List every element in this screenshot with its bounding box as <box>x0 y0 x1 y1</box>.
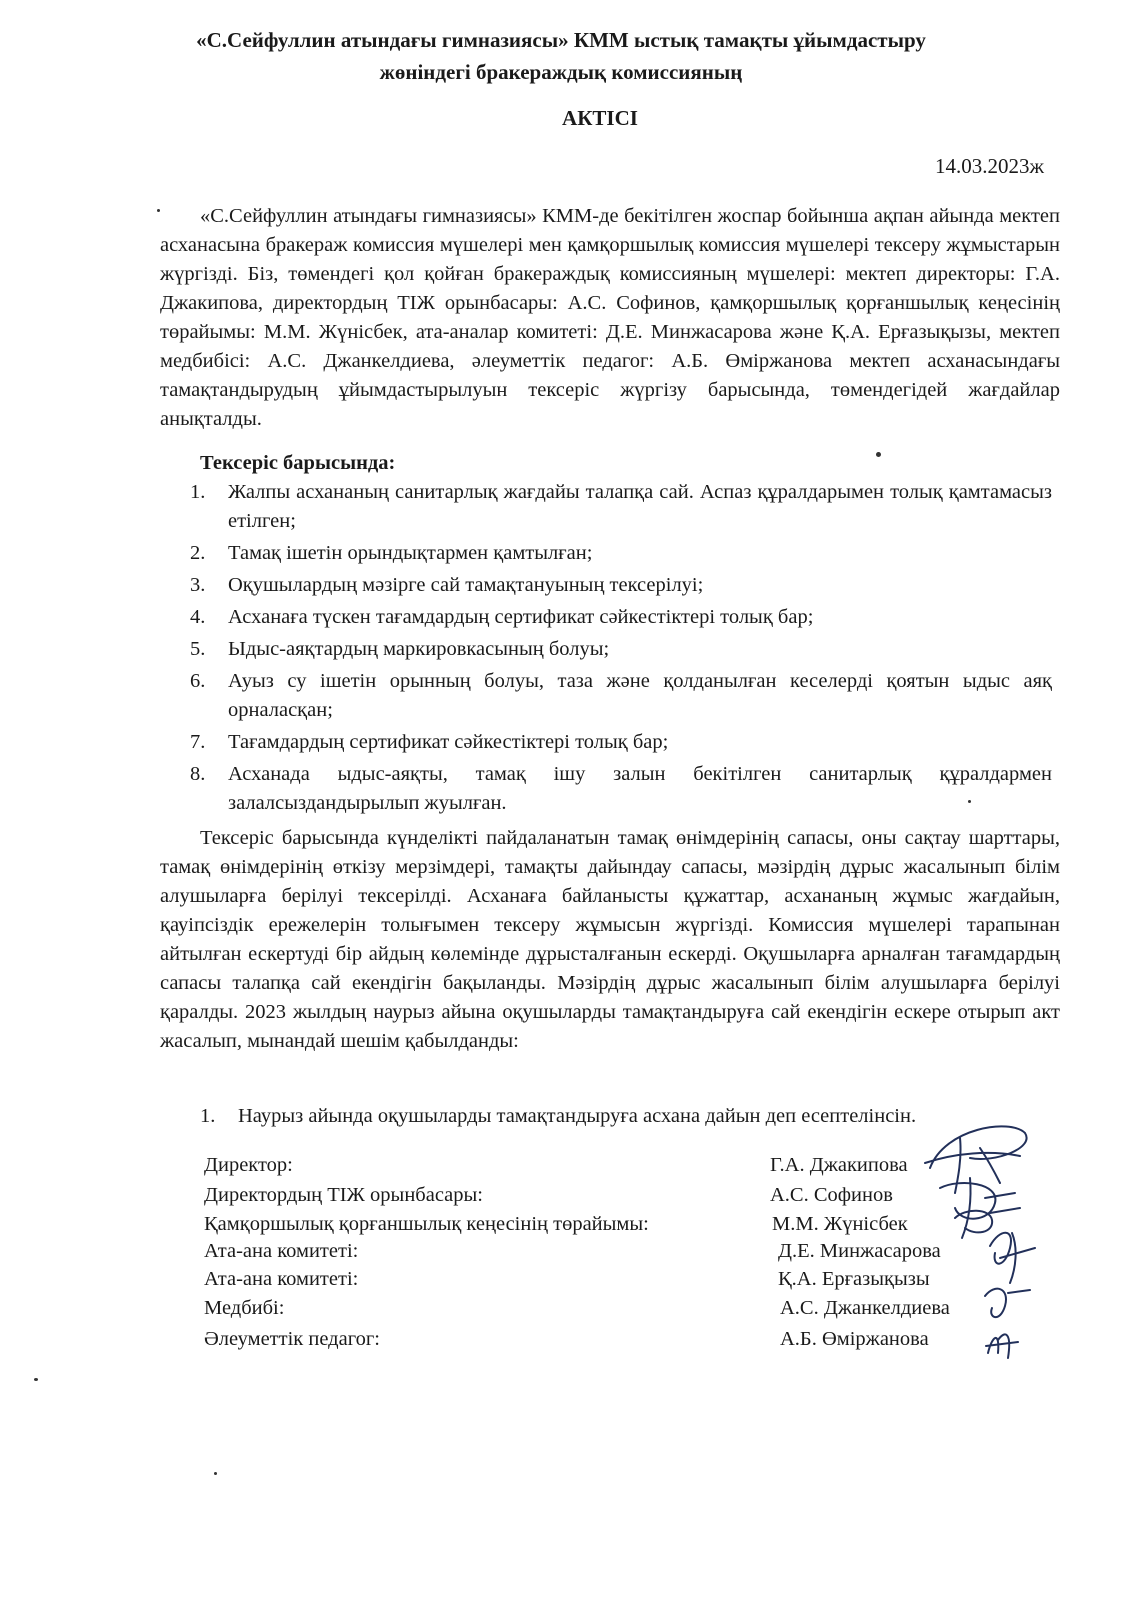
checks-heading: Тексеріс барысында: <box>200 452 396 474</box>
signature-social-pedagogue <box>986 1334 1018 1358</box>
list-item-text: Наурыз айында оқушыларды тамақтандыруға асхана дайын деп есептелінсін. <box>238 1105 917 1127</box>
signatory-name: А.С. Джанкелдиева <box>780 1297 950 1319</box>
list-item-text: Асханада ыдыс-аяқты, тамақ ішу залын бекітілген санитарлық құралдармен залалсыздандырылып жуылған. <box>228 763 1052 814</box>
list-item <box>190 571 1052 600</box>
signature-council-chair <box>955 1208 1020 1232</box>
list-item <box>190 478 1052 536</box>
list-item <box>190 728 1052 757</box>
list-item-text: Ауыз су ішетін орынның болуы, таза және қолданылған кеселерді қоятын ыдыс аяқ орналасқан; <box>228 670 1052 721</box>
signatory-row <box>204 1297 984 1325</box>
signatory-name: Г.А. Джакипова <box>770 1154 908 1176</box>
list-item-number: 7. <box>190 731 206 753</box>
signatory-name: А.С. Софинов <box>770 1184 893 1206</box>
signatory-role: Ата-ана комитеті: <box>204 1268 359 1290</box>
list-item-number: 4. <box>190 606 206 628</box>
checks-list <box>190 478 1052 821</box>
scan-speck <box>157 209 160 212</box>
list-item <box>190 667 1052 725</box>
signatory-name: А.Б. Өміржанова <box>780 1328 929 1350</box>
signatory-row <box>204 1268 984 1296</box>
document-title: АКТІСІ <box>562 106 638 130</box>
findings-paragraph: Тексеріс барысында күнделікті пайдаланатын тамақ өнімдерінің сапасы, оны сақтау шарттары, тамақ өнімдерінің өткізу мерзімдері, тамақты дайындау сапасы, мәзірдің дұрыс жасалынып білім алушыларға берілуі тексерілді. Асханаға байланысты құжаттар, асхананың жұмыс жағдайын, қауіпсіздік ережелерін толығымен тексеру жұмысын жүргізді. Комиссия мүшелері тарапынан айтылған ескертуді бір айдың көлемінде дұрысталғанын ескерді. Оқушыларға арналған тағамдардың сапасы талапқа сай екендігін бақыланды. Мәзірдің дұрыс жасалынып білім алушыларға берілуі қаралды. 2023 жылдың наурыз айына оқушыларды тамақтандыруға сай екендігін ескере отырып акт жасалып, мынандай шешім қабылданды: <box>160 827 1060 1052</box>
signatory-row <box>204 1213 984 1241</box>
document-header-line-2: жөніндегі бракераждық комиссияның <box>379 60 743 84</box>
list-item <box>190 635 1052 664</box>
document-date: 14.03.2023ж <box>935 154 1045 178</box>
intro-paragraph: «С.Сейфуллин атындағы гимназиясы» КММ-де бекітілген жоспар бойынша ақпан айында мектеп асханасына бракераж комиссия мүшелері мен қамқоршылық комиссия мүшелері тексеру жұмыстарын жүргізді. Біз, төмендегі қол қойған бракераждық комиссияның мүшелері: мектеп директоры: Г.А. Джакипова, директордың ТІЖ орынбасары: А.С. Софинов, қамқоршылық қорғаншылық кеңесінің төрайымы: М.М. Жүнісбек, ата-аналар комитеті: Д.Е. Минжасарова және Қ.А. Ерғазықызы, мектеп медбибісі: А.С. Джанкелдиева, әлеуметтік педагог: А.Б. Өміржанова мектеп асханасындағы тамақтандырудың ұйымдастырылуын тексеріс жүргізу барысында, төмендегідей жағдайлар анықталды. <box>160 205 1060 430</box>
list-item <box>190 539 1052 568</box>
signatory-role: Әлеуметтік педагог: <box>204 1328 380 1350</box>
signatory-name: М.М. Жүнісбек <box>772 1213 908 1235</box>
signatory-row <box>204 1154 984 1182</box>
list-item-number: 8. <box>190 763 206 785</box>
signatory-role: Ата-ана комитеті: <box>204 1240 359 1262</box>
signatory-role: Директор: <box>204 1154 293 1176</box>
signature-deputy <box>940 1178 1015 1238</box>
scan-speck <box>876 452 881 457</box>
list-item-number: 5. <box>190 638 206 660</box>
list-item-text: Тағамдардың сертификат сәйкестіктері толық бар; <box>228 731 669 753</box>
signatory-name: Қ.А. Ерғазықызы <box>778 1268 930 1290</box>
list-item-text: Ыдыс-аяқтардың маркировкасының болуы; <box>228 638 610 660</box>
list-item <box>190 603 1052 632</box>
list-item-number: 2. <box>190 542 206 564</box>
signatory-name: Д.Е. Минжасарова <box>778 1240 941 1262</box>
signatory-row <box>204 1240 984 1268</box>
list-item-number: 3. <box>190 574 206 596</box>
list-item-number: 1. <box>200 1105 216 1127</box>
signatory-row <box>204 1328 984 1356</box>
scan-speck <box>968 800 971 803</box>
signature-director <box>925 1126 1027 1193</box>
list-item-number: 1. <box>190 481 206 503</box>
list-item-text: Жалпы асхананың санитарлық жағдайы талапқа сай. Аспаз құралдарымен толық қамтамасыз етілген; <box>228 481 1052 532</box>
list-item-text: Оқушылардың мәзірге сай тамақтануының тексерілуі; <box>228 574 704 596</box>
list-item <box>190 760 1052 818</box>
signatory-role: Директордың ТІЖ орынбасары: <box>204 1184 483 1206</box>
list-item-text: Тамақ ішетін орындықтармен қамтылған; <box>228 542 593 564</box>
signatory-row <box>204 1184 984 1212</box>
signatory-role: Қамқоршылық қорғаншылық кеңесінің төрайымы: <box>204 1213 649 1235</box>
scan-speck <box>34 1378 38 1381</box>
document-header-line-1: «С.Сейфуллин атындағы гимназиясы» КММ ыстық тамақты ұйымдастыру <box>196 28 926 52</box>
list-item-text: Асханаға түскен тағамдардың сертификат сәйкестіктері толық бар; <box>228 606 814 628</box>
handwritten-signatures <box>900 1108 1040 1398</box>
list-item-number: 6. <box>190 670 206 692</box>
scan-speck <box>214 1472 217 1475</box>
signature-nurse <box>985 1289 1030 1317</box>
signatory-role: Медбибі: <box>204 1297 285 1319</box>
signature-parent-committee <box>990 1233 1035 1283</box>
